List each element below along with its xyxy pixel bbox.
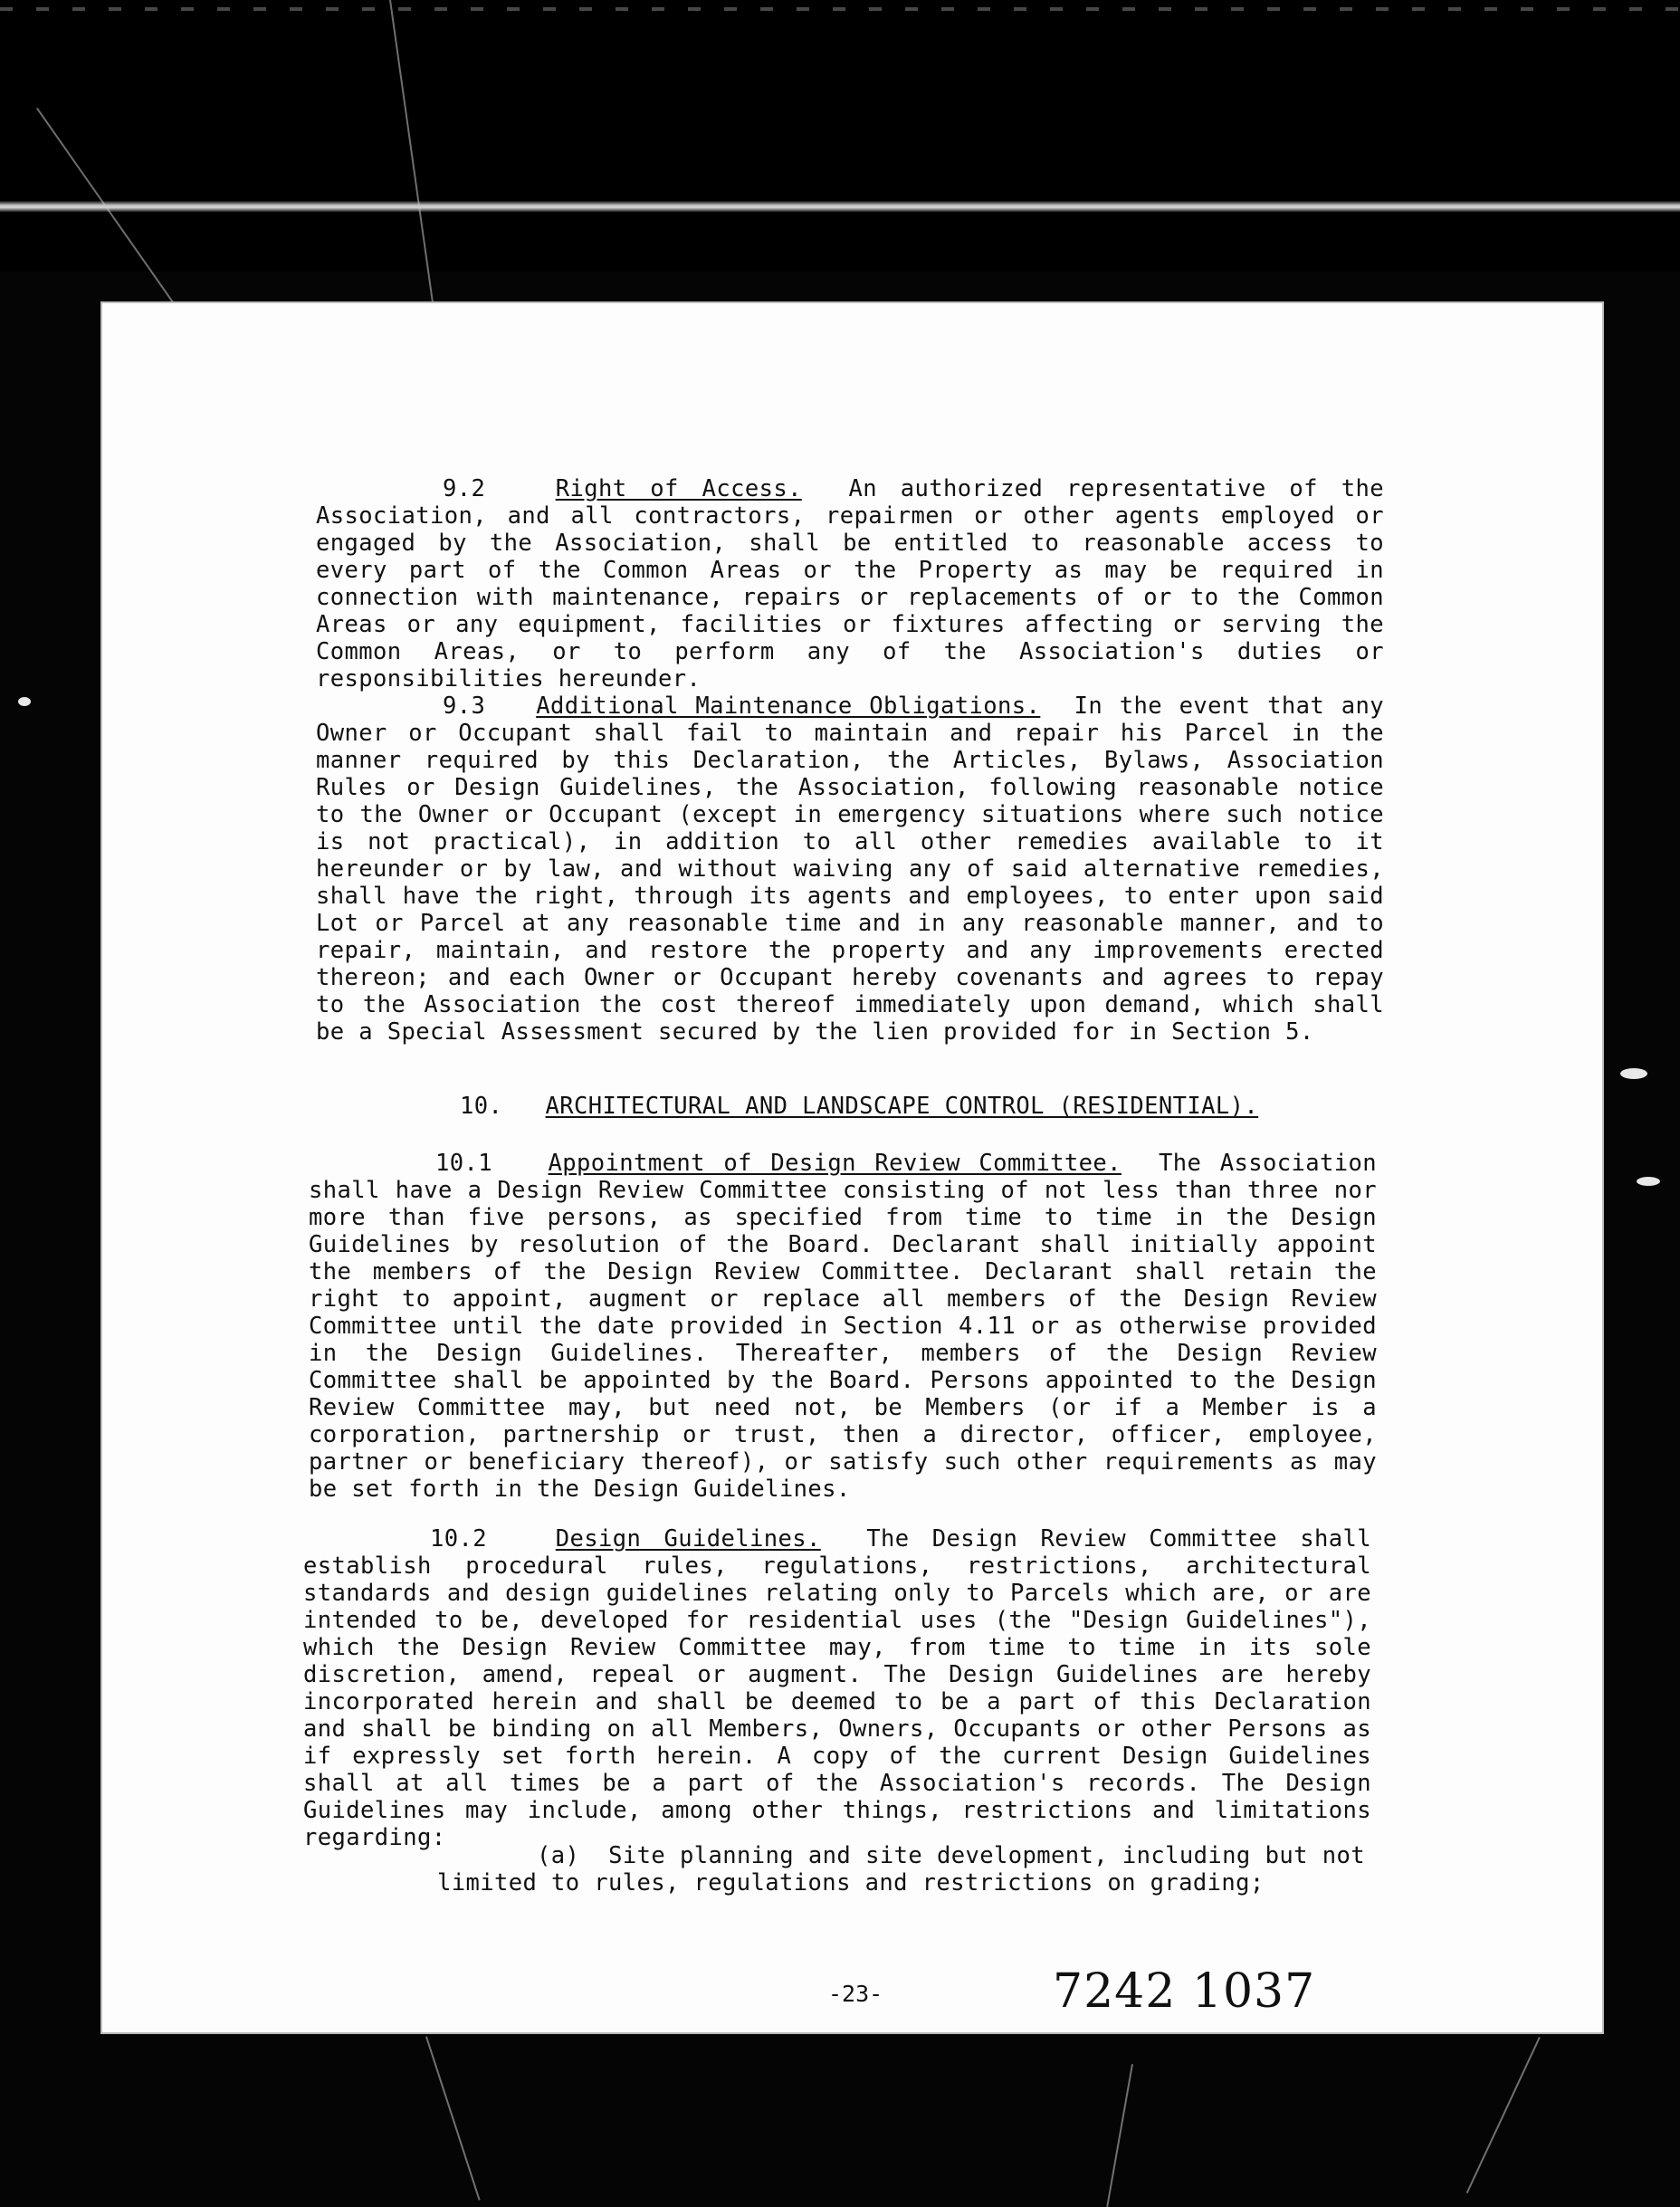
subitem-text: Site planning and site development, including but not limited to rules, regulations and restrictions on grading; [437,1842,1365,1896]
subitem-label: (a) [537,1842,580,1869]
scan-dark-border-top [0,0,1680,272]
heading-number: 10. [460,1093,503,1120]
section-paragraph [316,475,1384,693]
recording-reference-number: 7242 1037 [1053,1964,1316,2019]
section-9-3 [316,693,1384,1046]
scan-speckle [0,7,1680,11]
section-title: Appointment of Design Review Committee. [548,1150,1122,1177]
section-paragraph [316,693,1384,1046]
page-number: -23- [828,1981,883,2007]
section-number: 9.2 [443,475,486,502]
subitem-a [437,1842,1365,1896]
scan-scratch [1466,2037,1541,2193]
section-10-heading [460,1093,1258,1120]
scan-light-band [0,201,1680,212]
document-page [102,303,1602,2032]
section-number: 10.1 [435,1150,493,1177]
section-body: In the event that any Owner or Occupant shall fail to maintain and repair his Parcel in the manner required by this Declaration, the Articles, Bylaws, Association Rules or Design Guidelines, the Association, following reasonable notice to the Owner or Occupant (except in emergency situations where such notice is not practical), in addition to all other remedies available to it hereunder or by law, and without waiving any of said alternative remedies, shall have the right, through its agents and employees, to enter upon said Lot or Parcel at any reasonable time and in any reasonable manner, and to repair, maintain, and restore the property and any improvements erected thereon; and each Owner or Occupant hereby covenants and agrees to repay to the Association the cost thereof immediately upon demand, which shall be a Special Assessment secured by the lien provided for in Section 5. [316,693,1384,1046]
scan-scratch [425,2036,481,2200]
section-body: An authorized representative of the Association, and all contractors, repairmen or other agents employed or engaged by the Association, shall be entitled to reasonable access to every part of the Common Areas or the Property as may be required in connection with maintenance, repairs or replacements of or to the Common Areas or any equipment, facilities or fixtures affecting or serving the Common Areas, or to perform any of the Association's duties or responsibilities hereunder. [316,475,1384,693]
heading-title: ARCHITECTURAL AND LANDSCAPE CONTROL (RESIDENTIAL). [545,1093,1259,1120]
section-body: The Design Review Committee shall establish procedural rules, regulations, restrictions, architectural standards and design guidelines relating only to Parcels which are, or are intended to be, developed for residential uses (the "Design Guidelines"), which the Design Review Committee may, from time to time in its sole discretion, amend, repeal or augment. The Design Guidelines are hereby incorporated herein and shall be deemed to be a part of this Declaration and shall be binding on all Members, Owners, Occupants or other Persons as if expressly set forth herein. A copy of the current Design Guidelines shall at all times be a part of the Association's records. The Design Guidelines may include, among other things, restrictions and limitations regarding: [303,1525,1372,1851]
section-body: The Association shall have a Design Review Committee consisting of not less than three nor more than five persons, as specified from time to time in the Design Guidelines by resolution of the Board. Declarant shall initially appoint the members of the Design Review Committee. Declarant shall retain the right to appoint, augment or replace all members of the Design Review Committee until the date provided in Section 4.11 or as otherwise provided in the Design Guidelines. Thereafter, members of the Design Review Committee shall be appointed by the Board. Persons appointed to the Design Review Committee may, but need not, be Members (or if a Member is a corporation, partnership or trust, then a director, officer, employee, partner or beneficiary thereof), or satisfy such other requirements as may be set forth in the Design Guidelines. [309,1150,1377,1503]
section-title: Right of Access. [555,475,802,502]
scan-speck [1637,1177,1660,1186]
section-number: 9.3 [443,693,486,720]
section-10-1 [309,1150,1377,1503]
section-title: Design Guidelines. [555,1525,821,1553]
scan-scratch [1106,2064,1133,2207]
scan-speck [1620,1068,1647,1079]
section-paragraph [303,1525,1371,1851]
section-9-2 [316,475,1384,693]
section-number: 10.2 [430,1525,488,1553]
scan-speck [18,697,31,706]
section-paragraph [309,1150,1377,1503]
section-title: Additional Maintenance Obligations. [536,693,1041,720]
section-10-2 [303,1525,1371,1851]
